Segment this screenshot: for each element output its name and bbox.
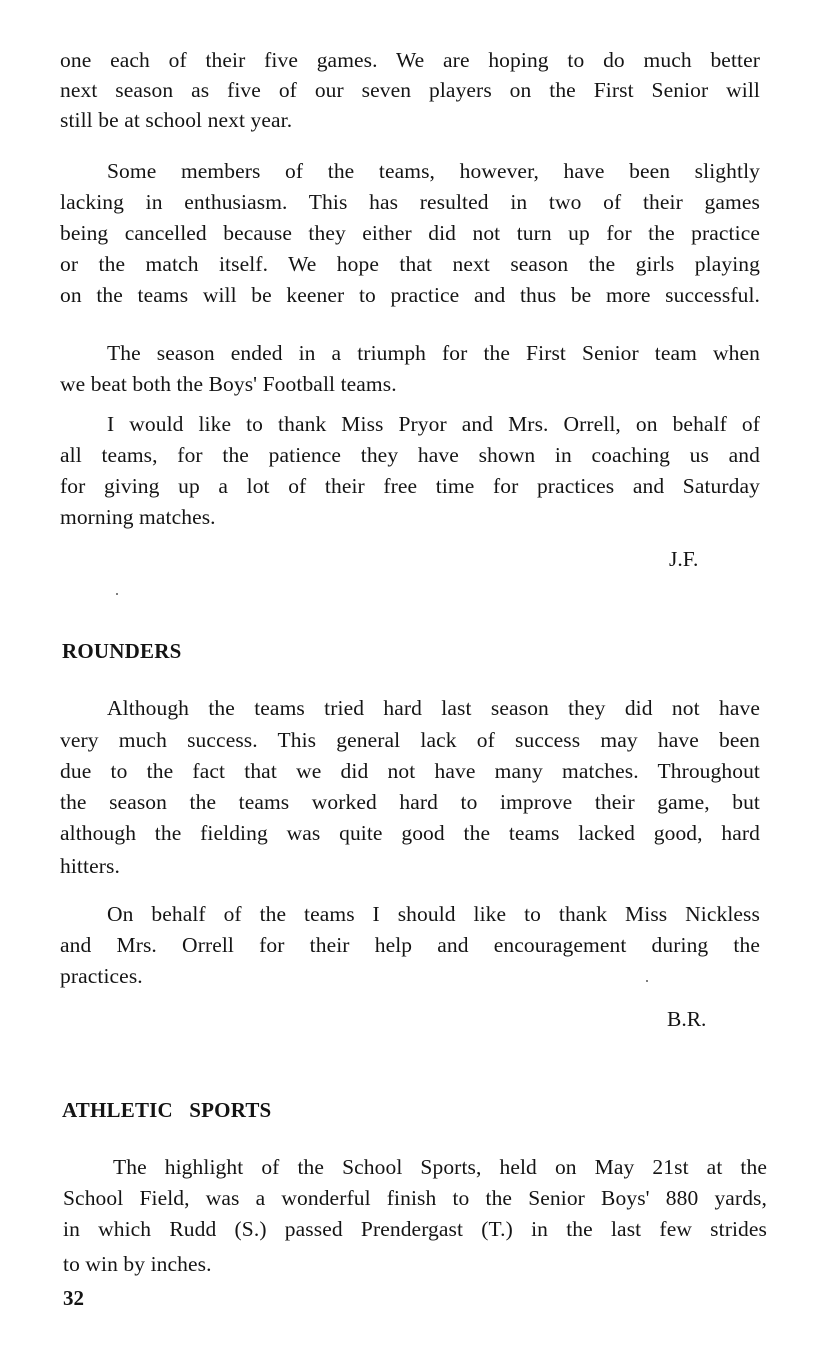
text-line: in which Rudd (S.) passed Prendergast (T.) in the last few strides xyxy=(63,1217,767,1241)
text-line: the season the teams worked hard to improve their game, but xyxy=(60,790,760,814)
text-line: or the match itself. We hope that next season the girls playing xyxy=(60,252,760,276)
text-line: On behalf of the teams I should like to thank Miss Nickless xyxy=(107,902,760,926)
text-line: all teams, for the patience they have shown in coaching us and xyxy=(60,443,760,467)
text-line: hitters. xyxy=(60,854,120,878)
text-line: on the teams will be keener to practice and thus be more successful. xyxy=(60,283,760,307)
text-line: morning matches. xyxy=(60,505,216,529)
text-line: Some members of the teams, however, have been slightly xyxy=(107,159,760,183)
signature-initials: J.F. xyxy=(669,547,699,571)
text-line: School Field, was a wonderful finish to the Senior Boys' 880 yards, xyxy=(63,1186,767,1210)
text-line: The season ended in a triumph for the First Senior team when xyxy=(107,341,760,365)
text-line: due to the fact that we did not have many matches. Throughout xyxy=(60,759,760,783)
scan-speck xyxy=(116,593,118,595)
text-line: one each of their five games. We are hoping to do much better xyxy=(60,48,760,72)
text-line: to win by inches. xyxy=(63,1252,212,1276)
text-line: Although the teams tried hard last season they did not have xyxy=(107,696,760,720)
section-heading: ATHLETIC SPORTS xyxy=(62,1098,272,1122)
text-line: The highlight of the School Sports, held on May 21st at the xyxy=(113,1155,767,1179)
text-line: practices. xyxy=(60,964,143,988)
text-line: lacking in enthusiasm. This has resulted in two of their games xyxy=(60,190,760,214)
text-line: being cancelled because they either did not turn up for the practice xyxy=(60,221,760,245)
text-line: and Mrs. Orrell for their help and encouragement during the xyxy=(60,933,760,957)
text-line: I would like to thank Miss Pryor and Mrs. Orrell, on behalf of xyxy=(107,412,760,436)
text-line: very much success. This general lack of success may have been xyxy=(60,728,760,752)
text-line: although the fielding was quite good the teams lacked good, hard xyxy=(60,821,760,845)
text-line: for giving up a lot of their free time for practices and Saturday xyxy=(60,474,760,498)
scan-speck xyxy=(646,980,648,982)
text-line: we beat both the Boys' Football teams. xyxy=(60,372,397,396)
section-heading: ROUNDERS xyxy=(62,639,182,663)
page-number: 32 xyxy=(63,1286,84,1310)
text-line: still be at school next year. xyxy=(60,108,293,132)
text-line: next season as five of our seven players on the First Senior will xyxy=(60,78,760,102)
signature-initials: B.R. xyxy=(667,1007,707,1031)
